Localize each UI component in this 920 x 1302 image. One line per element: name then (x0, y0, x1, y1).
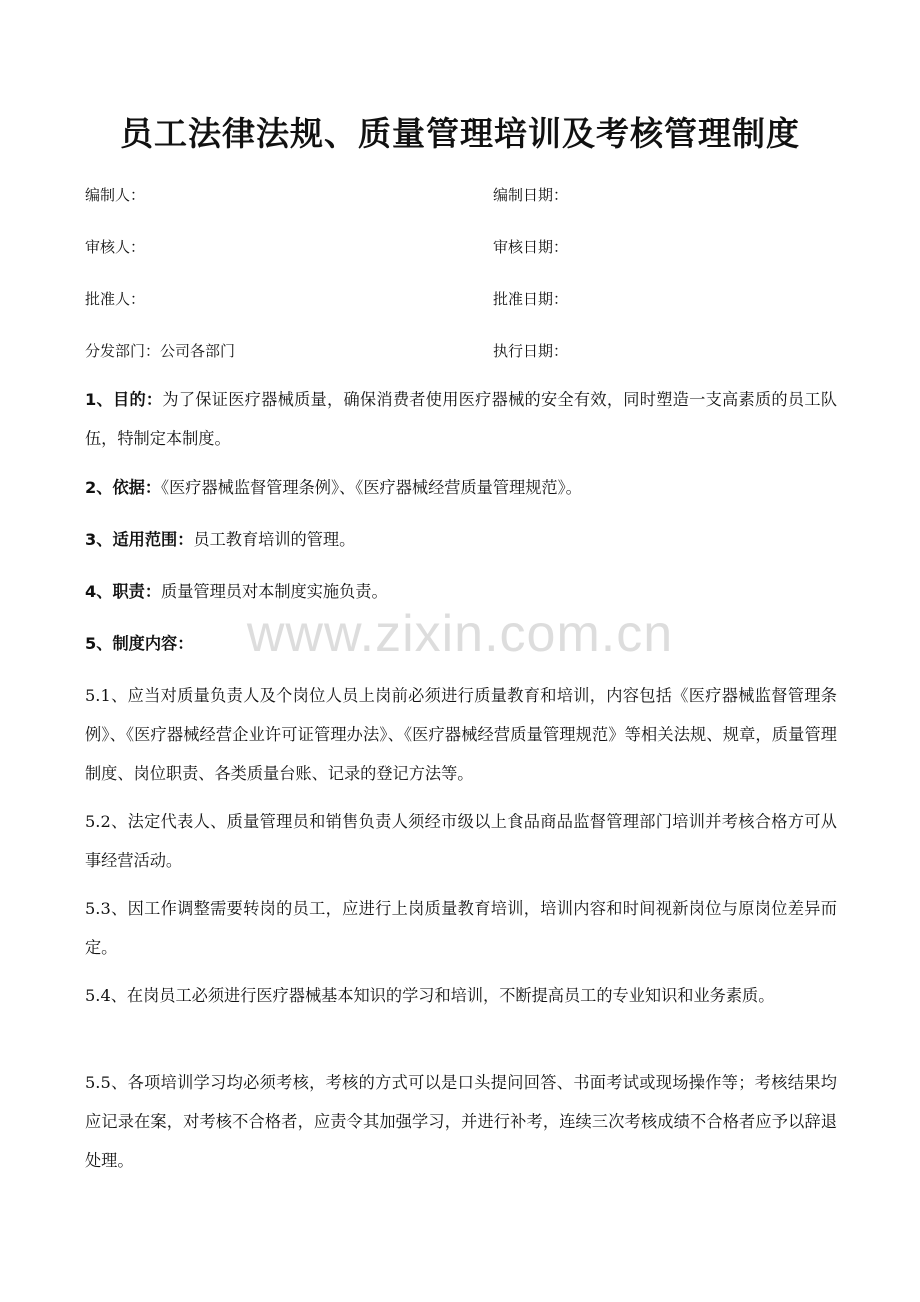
section-heading: 职责： (112, 582, 162, 601)
meta-row-prepared (85, 184, 835, 210)
distribution-label: 分发部门：公司各部门 (85, 342, 236, 360)
clause-body: 、在岗员工必须进行医疗器械基本知识的学习和培训，不断提高员工的专业知识和业务素质。 (110, 986, 775, 1005)
clause-number: 5.5 (85, 1073, 111, 1092)
section-heading: 适用范围： (112, 530, 194, 549)
clause-number: 5.3 (85, 899, 111, 918)
effective-date-label: 执行日期： (493, 342, 569, 360)
section-scope (85, 520, 837, 559)
section-duty (85, 572, 837, 611)
prepared-by-label: 编制人： (85, 186, 146, 204)
approved-date-label: 批准日期： (493, 290, 569, 308)
section-number: 4、 (85, 582, 113, 601)
clause-5-1 (85, 676, 837, 793)
section-purpose (85, 380, 837, 458)
prepared-date-label: 编制日期： (493, 186, 569, 204)
watermark: www.zixin.com.cn (246, 605, 674, 663)
section-number: 3、 (85, 530, 113, 549)
section-heading: 目的： (113, 390, 163, 409)
section-body: 《医疗器械监督管理条例》、《医疗器械经营质量管理规范》。 (161, 478, 582, 497)
clause-5-4 (85, 976, 837, 1015)
section-content (85, 624, 837, 663)
section-basis (85, 468, 837, 507)
section-body: 为了保证医疗器械质量，确保消费者使用医疗器械的安全有效，同时塑造一支高素质的员工队伍，特制定本制度。 (85, 390, 838, 448)
section-body: 质量管理员对本制度实施负责。 (161, 582, 388, 601)
section-heading: 制度内容： (112, 634, 194, 653)
meta-row-reviewed (85, 236, 835, 262)
clause-number: 5.2 (85, 812, 111, 831)
section-number: 5、 (85, 634, 113, 653)
section-number: 2、 (85, 478, 113, 497)
clause-number: 5.1 (85, 686, 111, 705)
meta-row-approved (85, 288, 835, 314)
clause-number: 5.4 (85, 986, 111, 1005)
section-number: 1、 (85, 390, 113, 409)
document-title: 员工法律法规、质量管理培训及考核管理制度 (120, 114, 800, 153)
clause-body: 、因工作调整需要转岗的员工，应进行上岗质量教育培训，培训内容和时间视新岗位与原岗位差异而定。 (85, 899, 837, 957)
clause-body: 、应当对质量负责人及个岗位人员上岗前必须进行质量教育和培训，内容包括《医疗器械监督管理条例》、《医疗器械经营企业许可证管理办法》、《医疗器械经营质量管理规范》等相关法规、规章，质量管理制度、岗位职责、各类质量台账、记录的登记方法等。 (85, 686, 837, 783)
section-body: 员工教育培训的管理。 (193, 530, 356, 549)
meta-row-distribution (85, 340, 835, 366)
clause-5-2 (85, 802, 837, 880)
clause-body: 、法定代表人、质量管理员和销售负责人须经市级以上食品商品监督管理部门培训并考核合格方可从事经营活动。 (85, 812, 837, 870)
clause-5-3 (85, 889, 837, 967)
section-heading: 依据： (112, 478, 162, 497)
reviewed-date-label: 审核日期： (493, 238, 569, 256)
reviewed-by-label: 审核人： (85, 238, 146, 256)
clause-5-5 (85, 1063, 837, 1180)
approved-by-label: 批准人： (85, 290, 146, 308)
clause-body: 、各项培训学习均必须考核，考核的方式可以是口头提问回答、书面考试或现场操作等；考核结果均应记录在案，对考核不合格者，应责令其加强学习，并进行补考，连续三次考核成绩不合格者应予以辞退处理。 (85, 1073, 837, 1170)
